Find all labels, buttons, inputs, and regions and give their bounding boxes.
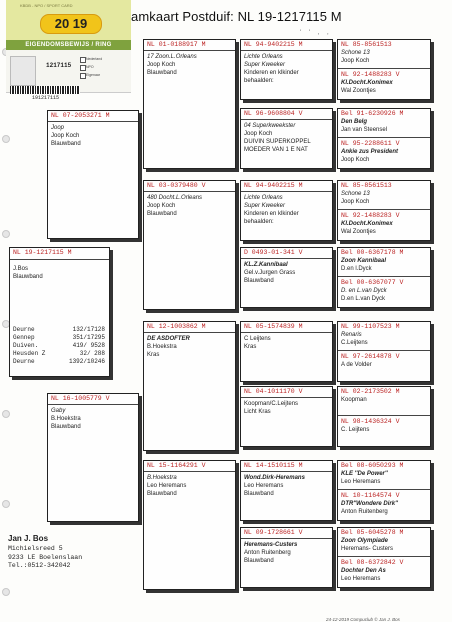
page-title: amkaart Postduif: NL 19-1217115 M bbox=[131, 9, 342, 24]
sticker-year: 20 19 bbox=[40, 14, 102, 34]
ring-number: NL 96-9608804 V bbox=[244, 110, 303, 117]
card-body: Gaby B.Hoekstra Blauwband bbox=[51, 408, 81, 430]
card-body: 480 Docht.L.Orleans Joop Koch Blauwband bbox=[147, 195, 203, 217]
ggp-card bbox=[240, 39, 333, 100]
card-header bbox=[48, 111, 138, 122]
card-body: 17 Zoon.L.Orleans Joop Koch Blauwband bbox=[147, 54, 197, 76]
pair-dam: Bel 08-6372842 V Dochter Den As Leo Heremans bbox=[341, 559, 404, 582]
card-header bbox=[144, 322, 235, 333]
barcode-number: 191217115 bbox=[32, 95, 60, 101]
pair-dam: NL 92-1488283 V Kl.Docht.Konimex Wal Zoontjes bbox=[341, 71, 400, 94]
pair-dam: NL 98-1436324 V C. Leijtens bbox=[341, 418, 400, 433]
sticker-label: Nederland bbox=[86, 57, 103, 61]
card-body: 04 Superkweekster Joop Koch DUIVIN SUPERKOPPEL MOEDER VAN 1 E NAT bbox=[244, 123, 311, 153]
card-body bbox=[10, 265, 109, 281]
binder-hole bbox=[2, 588, 10, 596]
ring-number: NL 05-1574839 M bbox=[244, 323, 303, 330]
ring-number: NL 15-1164291 V bbox=[147, 462, 206, 469]
pair-card bbox=[337, 180, 431, 241]
card-header bbox=[241, 528, 332, 539]
mother-card bbox=[47, 393, 139, 522]
card-header bbox=[241, 322, 332, 333]
pair-sire: Bel 08-6050293 M KLE ''De Power'' Leo Heremans bbox=[338, 461, 430, 490]
pair-dam: NL 97-2614878 V A de Volder bbox=[341, 353, 400, 368]
binder-hole bbox=[2, 135, 10, 143]
card-header bbox=[241, 248, 332, 259]
card-header bbox=[48, 394, 138, 405]
card-header bbox=[241, 40, 332, 51]
card-header bbox=[144, 181, 235, 192]
grandsire-paternal-card bbox=[143, 39, 236, 169]
result-row: Deurne 132/17128 bbox=[13, 326, 105, 333]
card-body: C Leijtens Kras bbox=[244, 336, 271, 350]
ring-number: NL 19-1217115 M bbox=[13, 249, 72, 256]
card-header bbox=[241, 461, 332, 472]
pair-card bbox=[337, 321, 431, 382]
ring-number: NL 01-0188917 M bbox=[147, 41, 206, 48]
pair-card bbox=[337, 108, 431, 169]
pair-sire: NL 85-8561513 Schone 13 Joop Koch bbox=[338, 181, 430, 210]
owner-address-line: 9233 LE Boelenslaan bbox=[8, 553, 83, 561]
sticker-top-text: KBDB - NPO / SPORT CARD bbox=[20, 3, 73, 8]
card-body: DE ASDOFTER B.Hoekstra Kras bbox=[147, 336, 190, 358]
pigeon-color: Blauwband bbox=[13, 274, 43, 280]
barcode-icon bbox=[10, 86, 80, 94]
card-body: Koopman/C.Leijtens Licht Kras bbox=[244, 401, 299, 415]
ring-number: NL 04-1011170 V bbox=[244, 388, 303, 395]
pair-sire: Bel 00-6367178 M Zoon Kannibaal D.en l.Dyck bbox=[338, 248, 430, 277]
pair-sire: NL 02-2173502 M Koopman bbox=[338, 387, 430, 416]
card-body: Lichte Orleans Super Kweeker Kinderen en klkinder behaalden: bbox=[244, 54, 299, 84]
pair-dam: NL 92-1488283 V Kl.Docht.Konimex Wal Zoontjes bbox=[341, 212, 400, 235]
card-body: Lichte Orleans Super Kweeker Kinderen en klkinder behaalden: bbox=[244, 195, 299, 225]
card-header bbox=[144, 40, 235, 51]
owner-phone: Tel.:0512-342042 bbox=[8, 562, 71, 569]
pair-sire: NL 99-1107523 M Renaris C.Leijtens bbox=[338, 322, 430, 351]
pair-dam: NL 10-1164574 V DTR''Wondere Dirk'' Anton Ruitenberg bbox=[341, 492, 400, 515]
binder-hole bbox=[2, 500, 10, 508]
ggp-card bbox=[240, 386, 333, 447]
pair-card bbox=[337, 39, 431, 100]
card-body: Heremans-Custers Anton Ruitenberg Blauwband bbox=[244, 542, 298, 564]
ring-number: NL 12-1003862 M bbox=[147, 323, 206, 330]
pair-sire: NL 85-8561513 Schone 13 Joop Koch bbox=[338, 40, 430, 69]
ring-number: NL 07-2053271 M bbox=[51, 112, 110, 119]
pair-sire: Bel 91-6230926 M Den Belg Jan van Steensel bbox=[338, 109, 430, 138]
granddam-maternal-card bbox=[143, 460, 236, 590]
ring-number: D 0493-01-341 V bbox=[244, 249, 303, 256]
result-row: Deurne 1392/10246 bbox=[13, 358, 105, 365]
card-header bbox=[10, 248, 109, 260]
ownership-sticker bbox=[6, 0, 131, 105]
sticker-label: Eigenaar bbox=[86, 73, 101, 77]
card-body: Joop Joop Koch Blauwband bbox=[51, 125, 81, 147]
result-row: Gennep 351/17295 bbox=[13, 334, 105, 341]
pair-card bbox=[337, 460, 431, 521]
pair-dam: NL 95-2288611 V Ankie zus President Joop Koch bbox=[341, 140, 400, 163]
father-card bbox=[47, 110, 139, 239]
result-row: Heusden Z 32/ 288 bbox=[13, 350, 105, 357]
card-body: B.Hoekstra Leo Heremans Blauwband bbox=[147, 475, 187, 497]
ring-number: NL 94-9402215 M bbox=[244, 41, 303, 48]
card-body: Wond.Dirk-Heremans Leo Heremans Blauwband bbox=[244, 475, 305, 497]
pair-card bbox=[337, 386, 431, 447]
ring-number: NL 14-1510115 M bbox=[244, 462, 303, 469]
card-header bbox=[144, 461, 235, 472]
ggp-card bbox=[240, 247, 333, 308]
card-header bbox=[241, 387, 332, 398]
ring-number: NL 94-9402215 M bbox=[244, 182, 303, 189]
ring-number: NL 03-0379480 V bbox=[147, 182, 206, 189]
owner-address-line: Michielsreed 5 bbox=[8, 545, 63, 552]
pair-card bbox=[337, 247, 431, 308]
pair-sire: Bel 05-6045278 M Zoon Olympiade Heremans- Custers bbox=[338, 528, 430, 557]
pigeon-name: J.Bos bbox=[13, 266, 29, 272]
card-header bbox=[241, 109, 332, 120]
ggp-card bbox=[240, 108, 333, 169]
ggp-card bbox=[240, 527, 333, 588]
granddam-paternal-card bbox=[143, 180, 236, 310]
ring-number: NL 16-1005779 V bbox=[51, 395, 110, 402]
pair-card bbox=[337, 527, 431, 588]
owner-name: Jan J. Bos bbox=[8, 534, 49, 543]
sticker-header bbox=[6, 0, 131, 40]
sticker-ring-number: 1217115 bbox=[46, 62, 72, 69]
card-header bbox=[241, 181, 332, 192]
ring-number: NL 09-1728661 V bbox=[244, 529, 303, 536]
sticker-band: EIGENDOMSBEWIJS / RING bbox=[6, 40, 131, 50]
sticker-label: NPO bbox=[86, 65, 94, 69]
card-body: KL.Z.Kannibaal Gel.v.Jurgen Grass Blauwband bbox=[244, 262, 296, 284]
binder-hole bbox=[2, 410, 10, 418]
ggp-card bbox=[240, 321, 333, 382]
binder-hole bbox=[2, 230, 10, 238]
footer-credit: 24-12-2019 Compuclub © Jan J. Bos bbox=[326, 617, 400, 622]
grandsire-maternal-card bbox=[143, 321, 236, 451]
result-row: Duiven. 419/ 9528 bbox=[13, 342, 105, 349]
ggp-card bbox=[240, 460, 333, 521]
club-logo-icon bbox=[10, 56, 36, 86]
pair-dam: Bel 00-6367077 V D. en L.van Dyck D.en L.van Dyck bbox=[341, 279, 404, 302]
owner-block bbox=[8, 533, 82, 571]
results-list bbox=[13, 326, 105, 366]
subject-card bbox=[9, 247, 110, 377]
ggp-card bbox=[240, 180, 333, 241]
title-marks: ' ' , , bbox=[300, 30, 332, 36]
